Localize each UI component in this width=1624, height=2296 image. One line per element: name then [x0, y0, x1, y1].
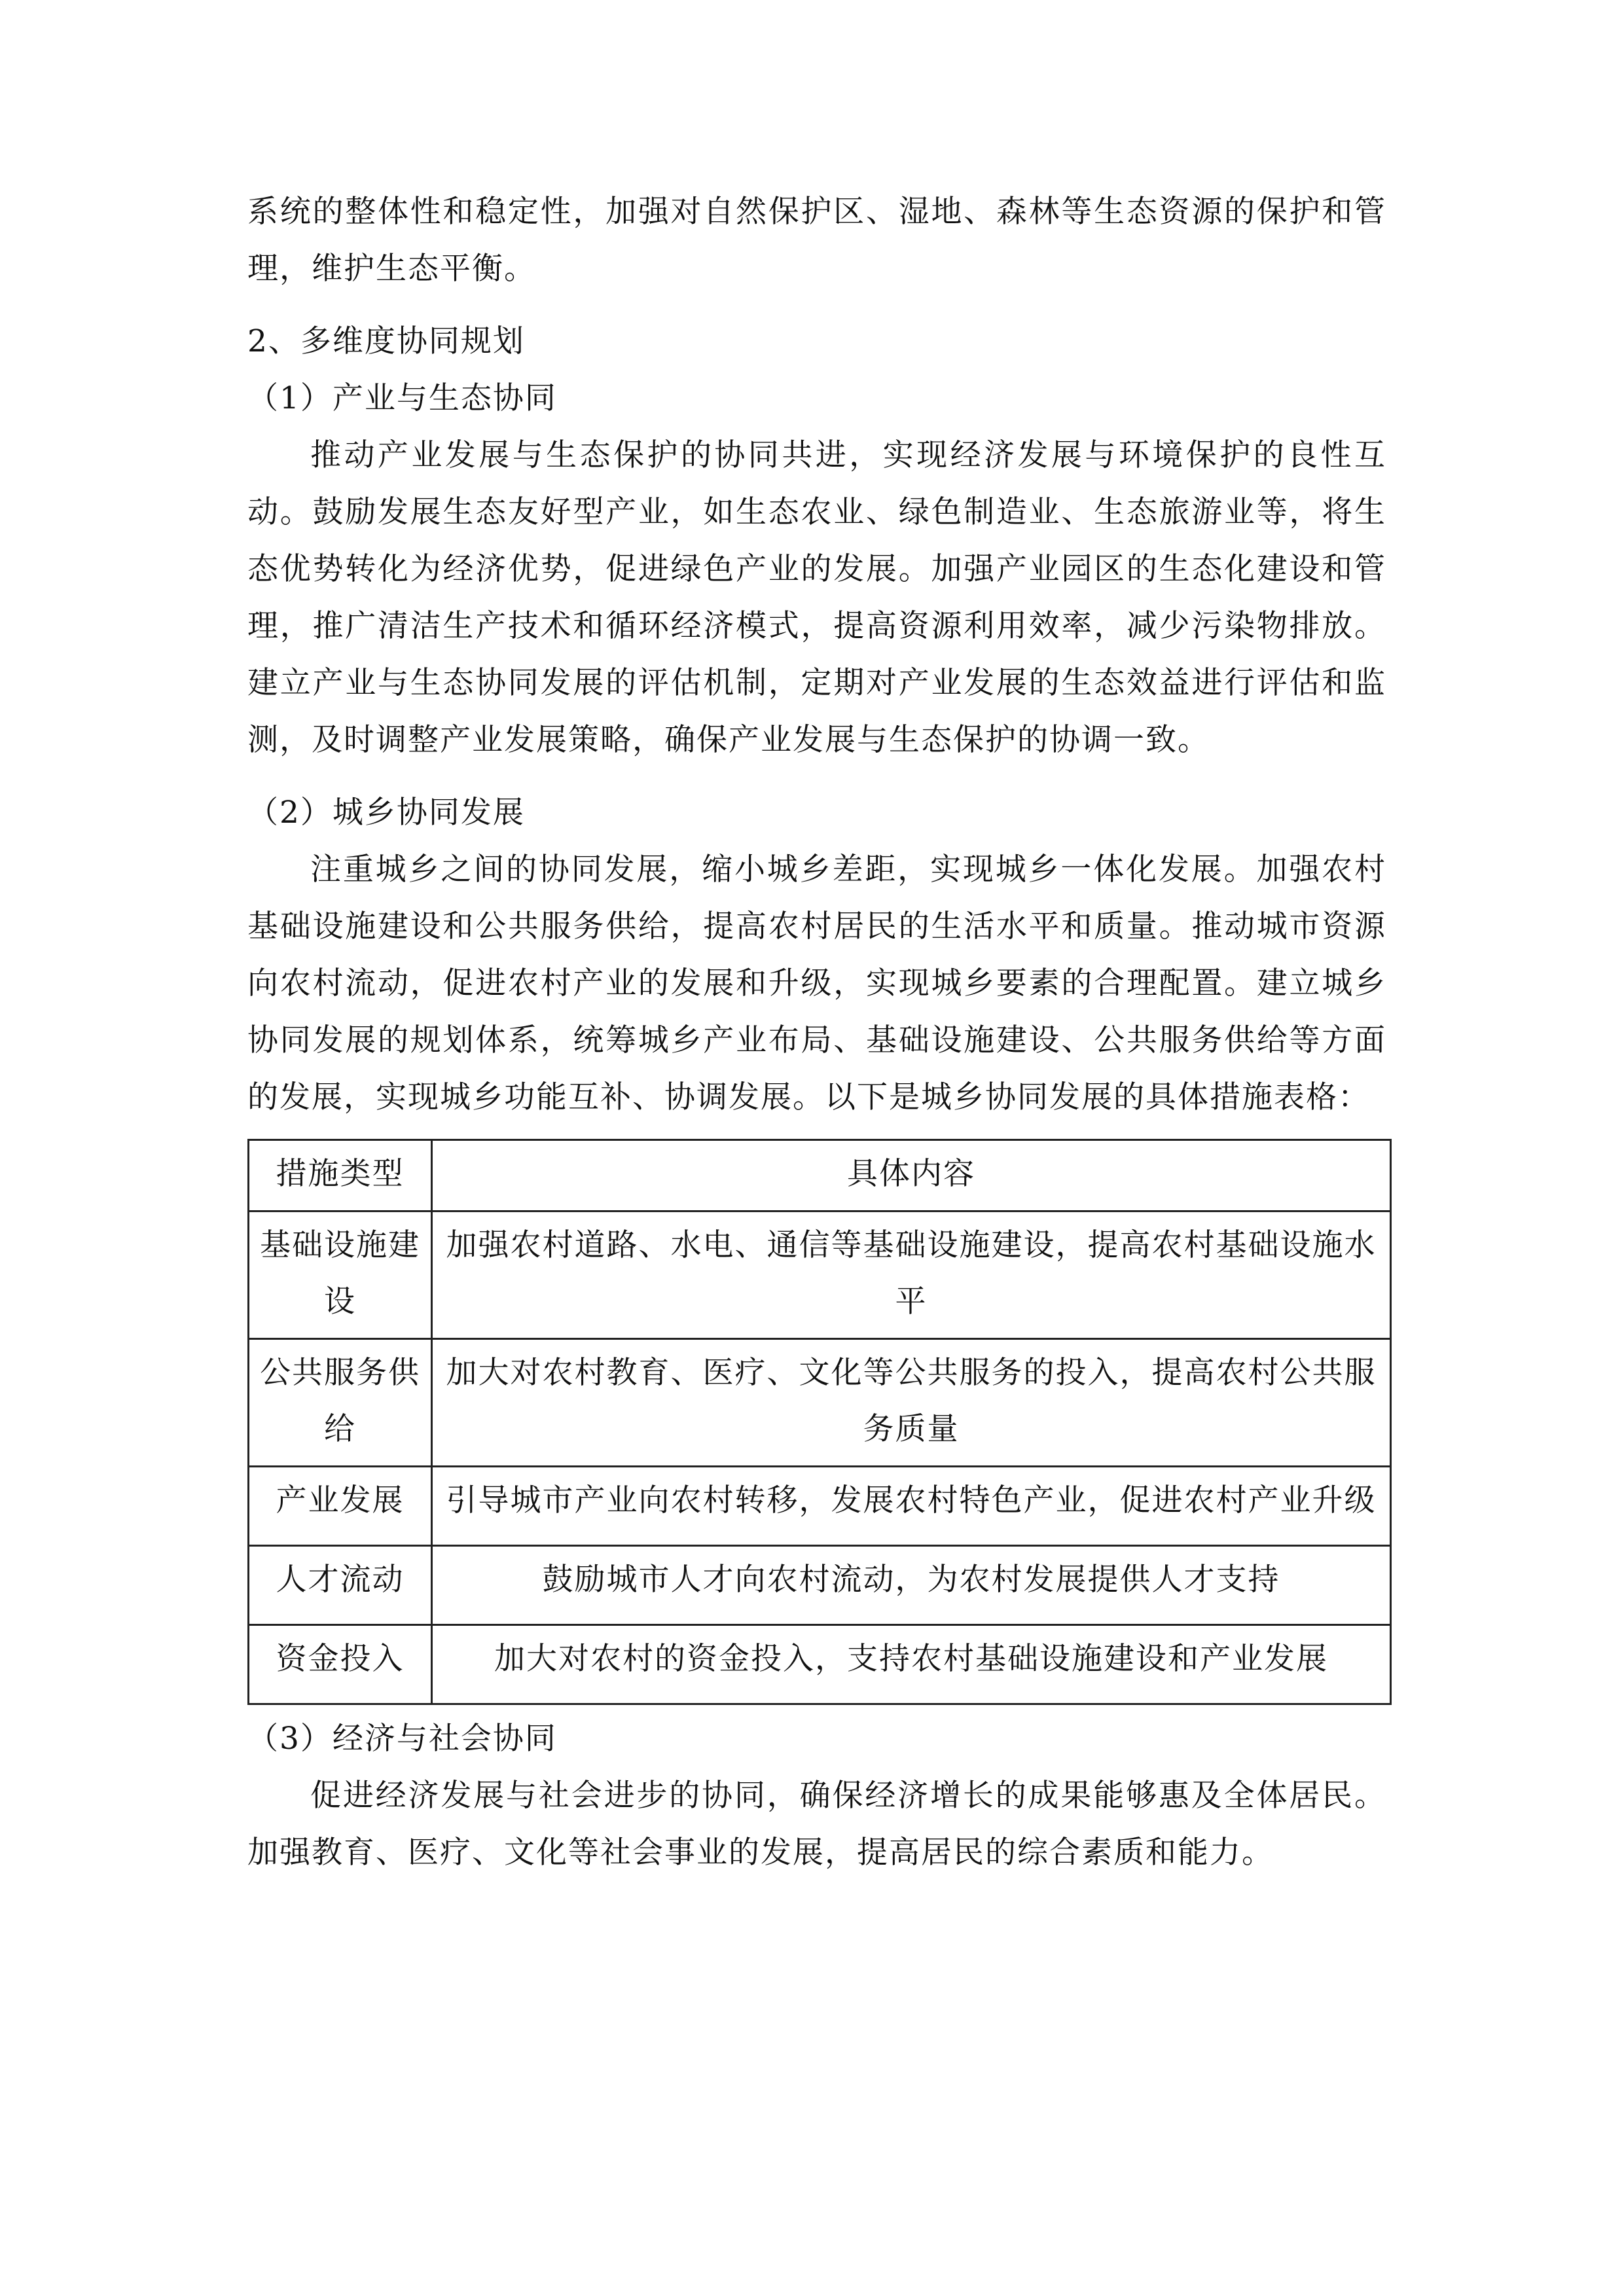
table-row	[249, 1625, 1391, 1704]
table-cell-type: 资金投入	[249, 1625, 432, 1704]
subsection-paragraph-2: 注重城乡之间的协同发展，缩小城乡差距，实现城乡一体化发展。加强农村基础设施建设和公共服务供给，提高农村居民的生活水平和质量。推动城市资源向农村流动，促进农村产业的发展和升级，实现城乡要素的合理配置。建立城乡协同发展的规划体系，统筹城乡产业布局、基础设施建设、公共服务供给等方面的发展，实现城乡功能互补、协调发展。以下是城乡协同发展的具体措施表格：	[247, 852, 1386, 1115]
table-cell-type: 人才流动	[249, 1546, 432, 1625]
table-header-row	[249, 1140, 1391, 1211]
subsection-heading-1: （1）产业与生态协同	[247, 380, 557, 416]
table-row	[249, 1211, 1391, 1339]
table-cell-content: 加强农村道路、水电、通信等基础设施建设，提高农村基础设施水平	[432, 1211, 1391, 1339]
subsection-heading-2: （2）城乡协同发展	[247, 795, 525, 831]
table-row	[249, 1339, 1391, 1467]
table-row	[249, 1467, 1391, 1546]
table-cell-content: 鼓励城市人才向农村流动，为农村发展提供人才支持	[432, 1546, 1391, 1625]
subsection-paragraph-3: 促进经济发展与社会进步的协同，确保经济增长的成果能够惠及全体居民。加强教育、医疗、文化等社会事业的发展，提高居民的综合素质和能力。	[247, 1778, 1386, 1871]
table-row	[249, 1546, 1391, 1625]
measures-table	[247, 1139, 1392, 1705]
document-page	[247, 183, 1386, 1881]
table-cell-content: 加大对农村教育、医疗、文化等公共服务的投入，提高农村公共服务质量	[432, 1339, 1391, 1467]
table-header-cell: 具体内容	[432, 1140, 1391, 1211]
table-cell-type: 基础设施建设	[249, 1211, 432, 1339]
section-heading: 2、多维度协同规划	[247, 323, 525, 359]
table-header-cell: 措施类型	[249, 1140, 432, 1211]
table-cell-type: 公共服务供给	[249, 1339, 432, 1467]
intro-paragraph: 系统的整体性和稳定性，加强对自然保护区、湿地、森林等生态资源的保护和管理，维护生态平衡。	[247, 194, 1386, 287]
table-cell-content: 加大对农村的资金投入，支持农村基础设施建设和产业发展	[432, 1625, 1391, 1704]
subsection-heading-3: （3）经济与社会协同	[247, 1721, 557, 1757]
table-cell-content: 引导城市产业向农村转移，发展农村特色产业，促进农村产业升级	[432, 1467, 1391, 1546]
table-cell-type: 产业发展	[249, 1467, 432, 1546]
subsection-paragraph-1: 推动产业发展与生态保护的协同共进，实现经济发展与环境保护的良性互动。鼓励发展生态友好型产业，如生态农业、绿色制造业、生态旅游业等，将生态优势转化为经济优势，促进绿色产业的发展。加强产业园区的生态化建设和管理，推广清洁生产技术和循环经济模式，提高资源利用效率，减少污染物排放。建立产业与生态协同发展的评估机制，定期对产业发展的生态效益进行评估和监测，及时调整产业发展策略，确保产业发展与生态保护的协调一致。	[247, 437, 1386, 758]
